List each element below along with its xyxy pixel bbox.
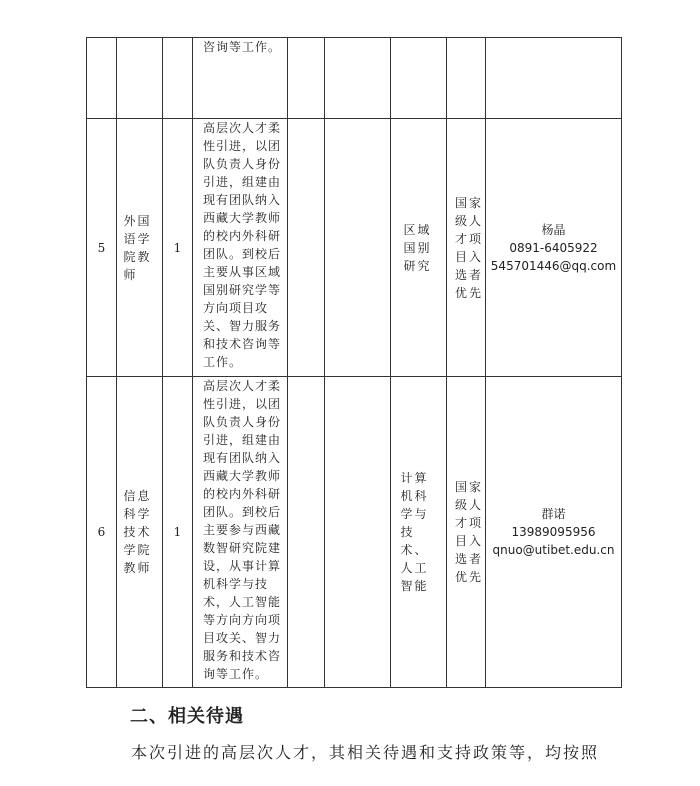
desc-text: 高层次人才柔性引进，以团队负责人身份引进，组建由现有团队纳入西藏大学教师的校内外科研团队。到校后主要参与西藏数智研究院建设，从事计算机科学与技术，人工智能等方向方向项目攻关、智力服务和技术咨询等工作。 [203, 379, 282, 681]
row-count: 1 [163, 119, 193, 377]
cell-contact [486, 38, 622, 119]
cell-field [391, 119, 447, 377]
cell-empty-a [288, 38, 325, 119]
cell-empty-b [325, 377, 391, 688]
cell-unit [117, 377, 163, 688]
cell-empty-b [325, 38, 391, 119]
desc-text: 咨询等工作。 [203, 40, 282, 54]
contact-phone: 0891-6405922 [509, 240, 598, 255]
contact-email: qnuo@utibet.edu.cn [492, 543, 615, 557]
cell-empty-b [325, 119, 391, 377]
body-paragraph: 本次引进的高层次人才，其相关待遇和支持政策等，均按照 [131, 743, 600, 762]
desc-text: 高层次人才柔性引进，以团队负责人身份引进，组建由现有团队纳入西藏大学教师的校内外科研团队。到校后主要从事区域国别研究学等方向项目攻关、智力服务和技术咨询等工作。 [203, 121, 282, 369]
contact-name: 杨晶 [541, 222, 566, 237]
cell-contact [486, 119, 622, 377]
cell-priority [447, 119, 486, 377]
row-number: 6 [87, 377, 117, 688]
field-text: 计算机科学与技术、人工智能 [400, 471, 429, 593]
cell-desc [193, 38, 288, 119]
priority-text: 国家级人才项目入选者优先 [455, 480, 484, 584]
cell-empty-a [288, 377, 325, 688]
table-row-continued [87, 38, 622, 119]
cell-empty-a [288, 119, 325, 377]
section-heading: 二、相关待遇 [130, 706, 244, 727]
row-number: 5 [87, 119, 117, 377]
cell-priority [447, 377, 486, 688]
contact-name: 群诺 [541, 507, 566, 521]
talent-table [86, 37, 622, 688]
priority-text: 国家级人才项目入选者优先 [455, 195, 484, 300]
cell-unit [117, 38, 163, 119]
cell-field [391, 377, 447, 688]
cell-no [87, 38, 117, 119]
table-row [87, 119, 622, 377]
field-text: 区域国别研究 [403, 222, 432, 273]
cell-priority [447, 38, 486, 119]
cell-desc [193, 377, 288, 688]
table-row [87, 377, 622, 688]
row-count: 1 [163, 377, 193, 688]
cell-unit [117, 119, 163, 377]
unit-text: 外国语学院教师 [123, 213, 152, 282]
cell-desc [193, 119, 288, 377]
unit-text: 信息科学技术学院教师 [123, 489, 152, 575]
contact-phone: 13989095956 [511, 525, 596, 539]
cell-contact [486, 377, 622, 688]
cell-count [163, 38, 193, 119]
contact-email: 545701446@qq.com [490, 258, 617, 273]
cell-field [391, 38, 447, 119]
